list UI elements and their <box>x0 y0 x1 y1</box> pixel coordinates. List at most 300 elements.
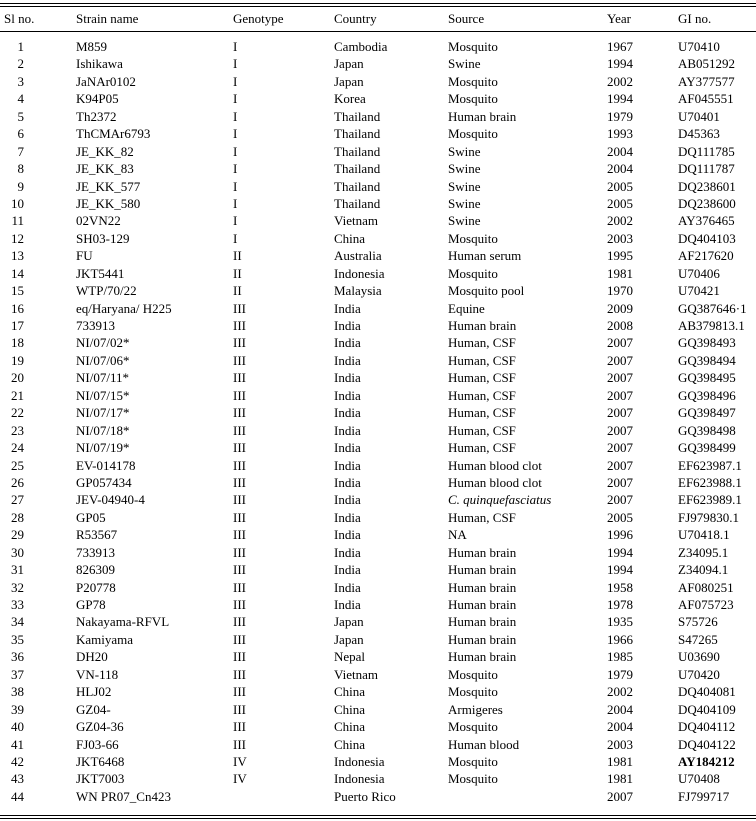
cell-sl-no: 6 <box>17 126 24 142</box>
table-row <box>0 474 756 491</box>
cell-sl-no: 29 <box>11 527 24 543</box>
cell-sl-no: 14 <box>11 265 24 281</box>
cell-country: India <box>334 597 361 612</box>
cell-gi-no: DQ238601 <box>678 178 736 194</box>
cell-country: Japan <box>334 56 364 72</box>
cell-sl-no: 2 <box>17 56 24 72</box>
cell-genotype: I <box>233 56 238 72</box>
cell-genotype: III <box>233 387 246 403</box>
cell-strain-name: 733913 <box>76 318 115 333</box>
cell-genotype: I <box>233 213 238 229</box>
table-row <box>0 579 756 596</box>
cell-strain-name: HLJ02 <box>76 684 112 700</box>
cell-sl-no: 22 <box>11 405 24 421</box>
cell-gi-no: Z34094.1 <box>678 562 729 578</box>
cell-country: China <box>334 684 366 700</box>
table-row <box>0 55 756 72</box>
cell-country: Malaysia <box>334 283 382 299</box>
cell-country: Indonesia <box>334 265 385 281</box>
cell-source: Swine <box>448 56 481 72</box>
cell-strain-name: Nakayama-RFVL <box>76 614 170 630</box>
cell-genotype: I <box>233 230 238 246</box>
cell-sl-no: 3 <box>17 73 24 89</box>
cell-country: India <box>334 318 361 333</box>
cell-source: Human, CSF <box>448 422 516 438</box>
cell-source: Human brain <box>448 614 517 630</box>
cell-genotype: III <box>233 457 246 473</box>
cell-sl-no: 16 <box>11 300 24 316</box>
cell-year: 2004 <box>607 161 633 177</box>
table-row <box>0 178 756 195</box>
cell-year: 2004 <box>607 701 633 717</box>
cell-country: India <box>334 562 361 578</box>
cell-year: 1993 <box>607 126 633 142</box>
cell-gi-no: S47265 <box>678 631 718 647</box>
cell-gi-no: AY377577 <box>678 73 735 89</box>
cell-year: 2009 <box>607 300 633 316</box>
cell-sl-no: 26 <box>11 474 24 490</box>
cell-genotype: II <box>233 283 242 299</box>
bottom-rule-outer <box>0 818 756 819</box>
cell-genotype: III <box>233 666 246 682</box>
cell-sl-no: 10 <box>11 195 24 211</box>
cell-gi-no: AF045551 <box>678 91 734 107</box>
cell-strain-name: JEV-04940-4 <box>76 492 145 508</box>
cell-gi-no: U70418.1 <box>678 527 730 543</box>
table-row <box>0 439 756 456</box>
cell-year: 1994 <box>607 544 633 560</box>
cell-year: 1981 <box>607 753 633 769</box>
header-gi-no: GI no. <box>678 11 712 26</box>
cell-source: C. quinquefasciatus <box>448 492 552 508</box>
cell-sl-no: 19 <box>11 352 24 368</box>
cell-genotype: III <box>233 405 246 421</box>
table-row <box>0 404 756 421</box>
table-row <box>0 317 756 334</box>
table-row <box>0 648 756 665</box>
cell-sl-no: 7 <box>17 143 24 159</box>
cell-year: 2007 <box>607 457 633 473</box>
cell-gi-no: U03690 <box>678 649 720 665</box>
cell-source: Human brain <box>448 631 517 647</box>
cell-year: 2007 <box>607 422 633 438</box>
cell-country: Thailand <box>334 143 381 159</box>
cell-genotype: III <box>233 509 246 525</box>
cell-strain-name: JE_KK_82 <box>76 143 134 159</box>
cell-country: India <box>334 527 361 543</box>
cell-sl-no: 37 <box>11 666 24 682</box>
cell-country: Korea <box>334 91 366 107</box>
cell-country: India <box>334 474 361 490</box>
cell-country: Japan <box>334 73 364 89</box>
cell-strain-name: WN PR07_Cn423 <box>76 788 171 804</box>
header-strain-name: Strain name <box>76 11 139 26</box>
cell-genotype: I <box>233 161 238 177</box>
cell-sl-no: 39 <box>11 701 24 717</box>
cell-year: 2007 <box>607 492 633 508</box>
cell-source: Human blood <box>448 736 520 752</box>
cell-year: 2004 <box>607 719 633 735</box>
cell-year: 1981 <box>607 265 633 281</box>
cell-year: 2003 <box>607 736 633 752</box>
cell-strain-name: NI/07/11* <box>76 370 129 386</box>
cell-sl-no: 21 <box>11 387 24 403</box>
cell-gi-no: GQ398494 <box>678 352 736 368</box>
cell-source: Swine <box>448 213 481 229</box>
cell-source: Human, CSF <box>448 352 516 368</box>
cell-sl-no: 25 <box>11 457 24 473</box>
header-country: Country <box>334 11 377 26</box>
cell-strain-name: SH03-129 <box>76 230 130 246</box>
cell-sl-no: 17 <box>11 318 24 333</box>
cell-gi-no: DQ404109 <box>678 701 736 717</box>
cell-country: Japan <box>334 631 364 647</box>
cell-sl-no: 13 <box>11 248 24 264</box>
cell-sl-no: 35 <box>11 631 24 647</box>
cell-strain-name: NI/07/17* <box>76 405 130 421</box>
cell-year: 2005 <box>607 195 633 211</box>
cell-strain-name: NI/07/02* <box>76 335 130 351</box>
cell-country: Thailand <box>334 126 381 142</box>
cell-strain-name: FJ03-66 <box>76 736 119 752</box>
cell-genotype: III <box>233 597 246 612</box>
cell-gi-no: DQ238600 <box>678 195 736 211</box>
cell-genotype: III <box>233 318 246 333</box>
table-row <box>0 90 756 107</box>
cell-source: Swine <box>448 195 481 211</box>
cell-sl-no: 31 <box>11 562 24 578</box>
cell-strain-name: Ishikawa <box>76 56 123 72</box>
cell-sl-no: 44 <box>11 788 24 804</box>
table-row <box>0 300 756 317</box>
table-row <box>0 195 756 212</box>
table-row <box>0 631 756 648</box>
cell-genotype: III <box>233 370 246 386</box>
cell-genotype: III <box>233 719 246 735</box>
header-rule <box>0 31 756 32</box>
cell-gi-no: AF080251 <box>678 579 734 595</box>
cell-strain-name: EV-014178 <box>76 457 136 473</box>
cell-sl-no: 1 <box>17 39 24 54</box>
cell-genotype: III <box>233 440 246 456</box>
cell-country: India <box>334 457 361 473</box>
cell-gi-no: GQ398496 <box>678 387 736 403</box>
cell-country: China <box>334 736 366 752</box>
cell-country: India <box>334 370 361 386</box>
cell-year: 1995 <box>607 248 633 264</box>
cell-genotype: III <box>233 579 246 595</box>
cell-year: 1978 <box>607 597 633 612</box>
cell-year: 1970 <box>607 283 633 299</box>
cell-genotype: III <box>233 562 246 578</box>
cell-source: Human, CSF <box>448 387 516 403</box>
cell-year: 2007 <box>607 370 633 386</box>
cell-gi-no: U70420 <box>678 666 720 682</box>
cell-strain-name: P20778 <box>76 579 116 595</box>
cell-year: 1979 <box>607 666 633 682</box>
cell-country: China <box>334 719 366 735</box>
cell-strain-name: Th2372 <box>76 108 117 124</box>
cell-year: 1958 <box>607 579 633 595</box>
top-rule-outer <box>0 3 756 4</box>
cell-genotype: III <box>233 492 246 508</box>
table-row <box>0 666 756 683</box>
cell-sl-no: 4 <box>17 91 24 107</box>
cell-source: Mosquito <box>448 91 498 107</box>
cell-source: Mosquito <box>448 73 498 89</box>
cell-gi-no: AB379813.1 <box>678 318 745 333</box>
table-row <box>0 770 756 787</box>
cell-country: India <box>334 422 361 438</box>
cell-year: 1979 <box>607 108 633 124</box>
cell-source: Human brain <box>448 649 517 665</box>
table-row <box>0 282 756 299</box>
cell-gi-no: EF623988.1 <box>678 474 742 490</box>
cell-genotype: III <box>233 701 246 717</box>
cell-genotype: III <box>233 736 246 752</box>
cell-source: Mosquito <box>448 265 498 281</box>
cell-strain-name: ThCMAr6793 <box>76 126 151 142</box>
cell-genotype: I <box>233 126 238 142</box>
cell-gi-no: AF217620 <box>678 248 734 264</box>
cell-strain-name: Kamiyama <box>76 631 134 647</box>
cell-gi-no: GQ398495 <box>678 370 736 386</box>
cell-genotype: III <box>233 474 246 490</box>
cell-sl-no: 23 <box>11 422 24 438</box>
cell-year: 2003 <box>607 230 633 246</box>
cell-country: Thailand <box>334 178 381 194</box>
cell-strain-name: M859 <box>76 39 108 54</box>
cell-strain-name: eq/Haryana/ H225 <box>76 300 172 316</box>
cell-country: India <box>334 579 361 595</box>
cell-year: 1994 <box>607 562 633 578</box>
cell-source: Human brain <box>448 597 517 612</box>
cell-sl-no: 28 <box>11 509 24 525</box>
table-row <box>0 38 756 55</box>
cell-strain-name: JE_KK_577 <box>76 178 141 194</box>
cell-gi-no: GQ398499 <box>678 440 736 456</box>
cell-sl-no: 42 <box>11 753 24 769</box>
cell-source: Human brain <box>448 108 517 124</box>
cell-year: 2005 <box>607 509 633 525</box>
cell-source: Human, CSF <box>448 370 516 386</box>
cell-strain-name: K94P05 <box>76 91 119 107</box>
cell-country: India <box>334 492 361 508</box>
cell-source: Swine <box>448 161 481 177</box>
table-row <box>0 613 756 630</box>
cell-source: Human brain <box>448 318 517 333</box>
cell-year: 1967 <box>607 39 633 54</box>
cell-country: India <box>334 352 361 368</box>
cell-year: 2002 <box>607 684 633 700</box>
cell-source: Mosquito <box>448 684 498 700</box>
cell-strain-name: JKT5441 <box>76 265 125 281</box>
cell-sl-no: 11 <box>11 213 24 229</box>
cell-strain-name: NI/07/19* <box>76 440 130 456</box>
cell-gi-no: AY376465 <box>678 213 735 229</box>
cell-source: Mosquito <box>448 666 498 682</box>
cell-year: 2007 <box>607 788 633 804</box>
cell-gi-no: D45363 <box>678 126 720 142</box>
cell-country: Thailand <box>334 161 381 177</box>
cell-genotype: I <box>233 143 238 159</box>
cell-genotype: II <box>233 248 242 264</box>
cell-strain-name: WTP/70/22 <box>76 283 137 299</box>
cell-country: Indonesia <box>334 771 385 787</box>
cell-gi-no: DQ404081 <box>678 684 736 700</box>
cell-year: 1994 <box>607 56 633 72</box>
cell-country: Cambodia <box>334 39 388 54</box>
header-sl-no: Sl no. <box>4 11 35 26</box>
cell-genotype: I <box>233 178 238 194</box>
cell-sl-no: 40 <box>11 719 24 735</box>
cell-gi-no: S75726 <box>678 614 718 630</box>
cell-country: China <box>334 701 366 717</box>
cell-year: 1935 <box>607 614 633 630</box>
cell-year: 2008 <box>607 318 633 333</box>
cell-strain-name: GP05 <box>76 509 106 525</box>
cell-country: India <box>334 405 361 421</box>
cell-gi-no: GQ398497 <box>678 405 736 421</box>
header-source: Source <box>448 11 485 26</box>
cell-year: 1996 <box>607 527 633 543</box>
cell-strain-name: FU <box>76 248 93 264</box>
cell-strain-name: JKT7003 <box>76 771 125 787</box>
cell-gi-no: GQ398493 <box>678 335 736 351</box>
table-row <box>0 736 756 753</box>
table-row <box>0 788 756 805</box>
cell-source: Human, CSF <box>448 440 516 456</box>
cell-genotype: III <box>233 631 246 647</box>
cell-genotype: III <box>233 649 246 665</box>
cell-country: India <box>334 300 361 316</box>
cell-genotype: I <box>233 91 238 107</box>
cell-source: Human brain <box>448 544 517 560</box>
cell-genotype: III <box>233 352 246 368</box>
header-genotype: Genotype <box>233 11 284 26</box>
table-row <box>0 265 756 282</box>
table-row <box>0 369 756 386</box>
cell-gi-no: DQ404122 <box>678 736 736 752</box>
cell-strain-name: 826309 <box>76 562 115 578</box>
table-row <box>0 125 756 142</box>
cell-sl-no: 9 <box>17 178 24 194</box>
cell-source: Equine <box>448 300 485 316</box>
cell-year: 2007 <box>607 352 633 368</box>
cell-source: Human blood clot <box>448 457 542 473</box>
cell-strain-name: JE_KK_580 <box>76 195 141 211</box>
cell-source: Human, CSF <box>448 405 516 421</box>
cell-strain-name: JKT6468 <box>76 753 125 769</box>
cell-strain-name: NI/07/06* <box>76 352 130 368</box>
cell-gi-no: U70408 <box>678 771 720 787</box>
cell-strain-name: VN-118 <box>76 666 119 682</box>
table-header <box>0 8 756 30</box>
table-row <box>0 160 756 177</box>
cell-genotype: I <box>233 108 238 124</box>
table-row <box>0 247 756 264</box>
cell-country: Thailand <box>334 195 381 211</box>
cell-gi-no: DQ404103 <box>678 230 736 246</box>
cell-year: 2002 <box>607 213 633 229</box>
table-row <box>0 683 756 700</box>
cell-country: Vietnam <box>334 666 378 682</box>
cell-genotype: IV <box>233 753 247 769</box>
cell-gi-no: U70410 <box>678 39 720 54</box>
cell-gi-no: GQ398498 <box>678 422 736 438</box>
cell-strain-name: JaNAr0102 <box>76 73 136 89</box>
cell-source: NA <box>448 527 467 543</box>
cell-gi-no: DQ111787 <box>678 161 735 177</box>
cell-year: 2007 <box>607 474 633 490</box>
cell-genotype: I <box>233 39 238 54</box>
table-row <box>0 526 756 543</box>
cell-source: Human blood clot <box>448 474 542 490</box>
bottom-rule-inner <box>0 815 756 816</box>
cell-country: Australia <box>334 248 382 264</box>
cell-source: Human brain <box>448 562 517 578</box>
cell-sl-no: 12 <box>11 230 24 246</box>
cell-year: 1966 <box>607 631 633 647</box>
table-row <box>0 753 756 770</box>
table-row <box>0 701 756 718</box>
cell-sl-no: 38 <box>11 684 24 700</box>
cell-year: 2007 <box>607 387 633 403</box>
cell-genotype: III <box>233 300 246 316</box>
cell-gi-no: AY184212 <box>678 753 735 769</box>
cell-country: Nepal <box>334 649 366 665</box>
cell-country: Vietnam <box>334 213 378 229</box>
cell-strain-name: 02VN22 <box>76 213 121 229</box>
cell-strain-name: DH20 <box>76 649 108 665</box>
table-row <box>0 422 756 439</box>
cell-strain-name: JE_KK_83 <box>76 161 134 177</box>
cell-genotype: I <box>233 195 238 211</box>
table-row <box>0 387 756 404</box>
cell-gi-no: U70406 <box>678 265 720 281</box>
cell-source: Armigeres <box>448 701 503 717</box>
cell-year: 2007 <box>607 405 633 421</box>
cell-source: Mosquito <box>448 126 498 142</box>
cell-source: Swine <box>448 178 481 194</box>
table-row <box>0 718 756 735</box>
cell-sl-no: 5 <box>17 108 24 124</box>
cell-year: 1985 <box>607 649 633 665</box>
cell-source: Mosquito <box>448 230 498 246</box>
table-row <box>0 491 756 508</box>
cell-year: 2007 <box>607 335 633 351</box>
cell-country: Thailand <box>334 108 381 124</box>
cell-country: India <box>334 509 361 525</box>
cell-source: Mosquito <box>448 753 498 769</box>
cell-genotype: III <box>233 527 246 543</box>
cell-source: Mosquito <box>448 39 498 54</box>
table-row <box>0 457 756 474</box>
top-rule-inner <box>0 6 756 7</box>
cell-gi-no: FJ979830.1 <box>678 509 740 525</box>
cell-country: India <box>334 440 361 456</box>
cell-gi-no: AB051292 <box>678 56 736 72</box>
cell-sl-no: 33 <box>11 597 24 612</box>
cell-sl-no: 27 <box>11 492 24 508</box>
table-row <box>0 596 756 613</box>
cell-gi-no: EF623987.1 <box>678 457 742 473</box>
table-row <box>0 352 756 369</box>
table-row <box>0 108 756 125</box>
cell-genotype: III <box>233 614 246 630</box>
cell-sl-no: 20 <box>11 370 24 386</box>
cell-sl-no: 24 <box>11 440 24 456</box>
